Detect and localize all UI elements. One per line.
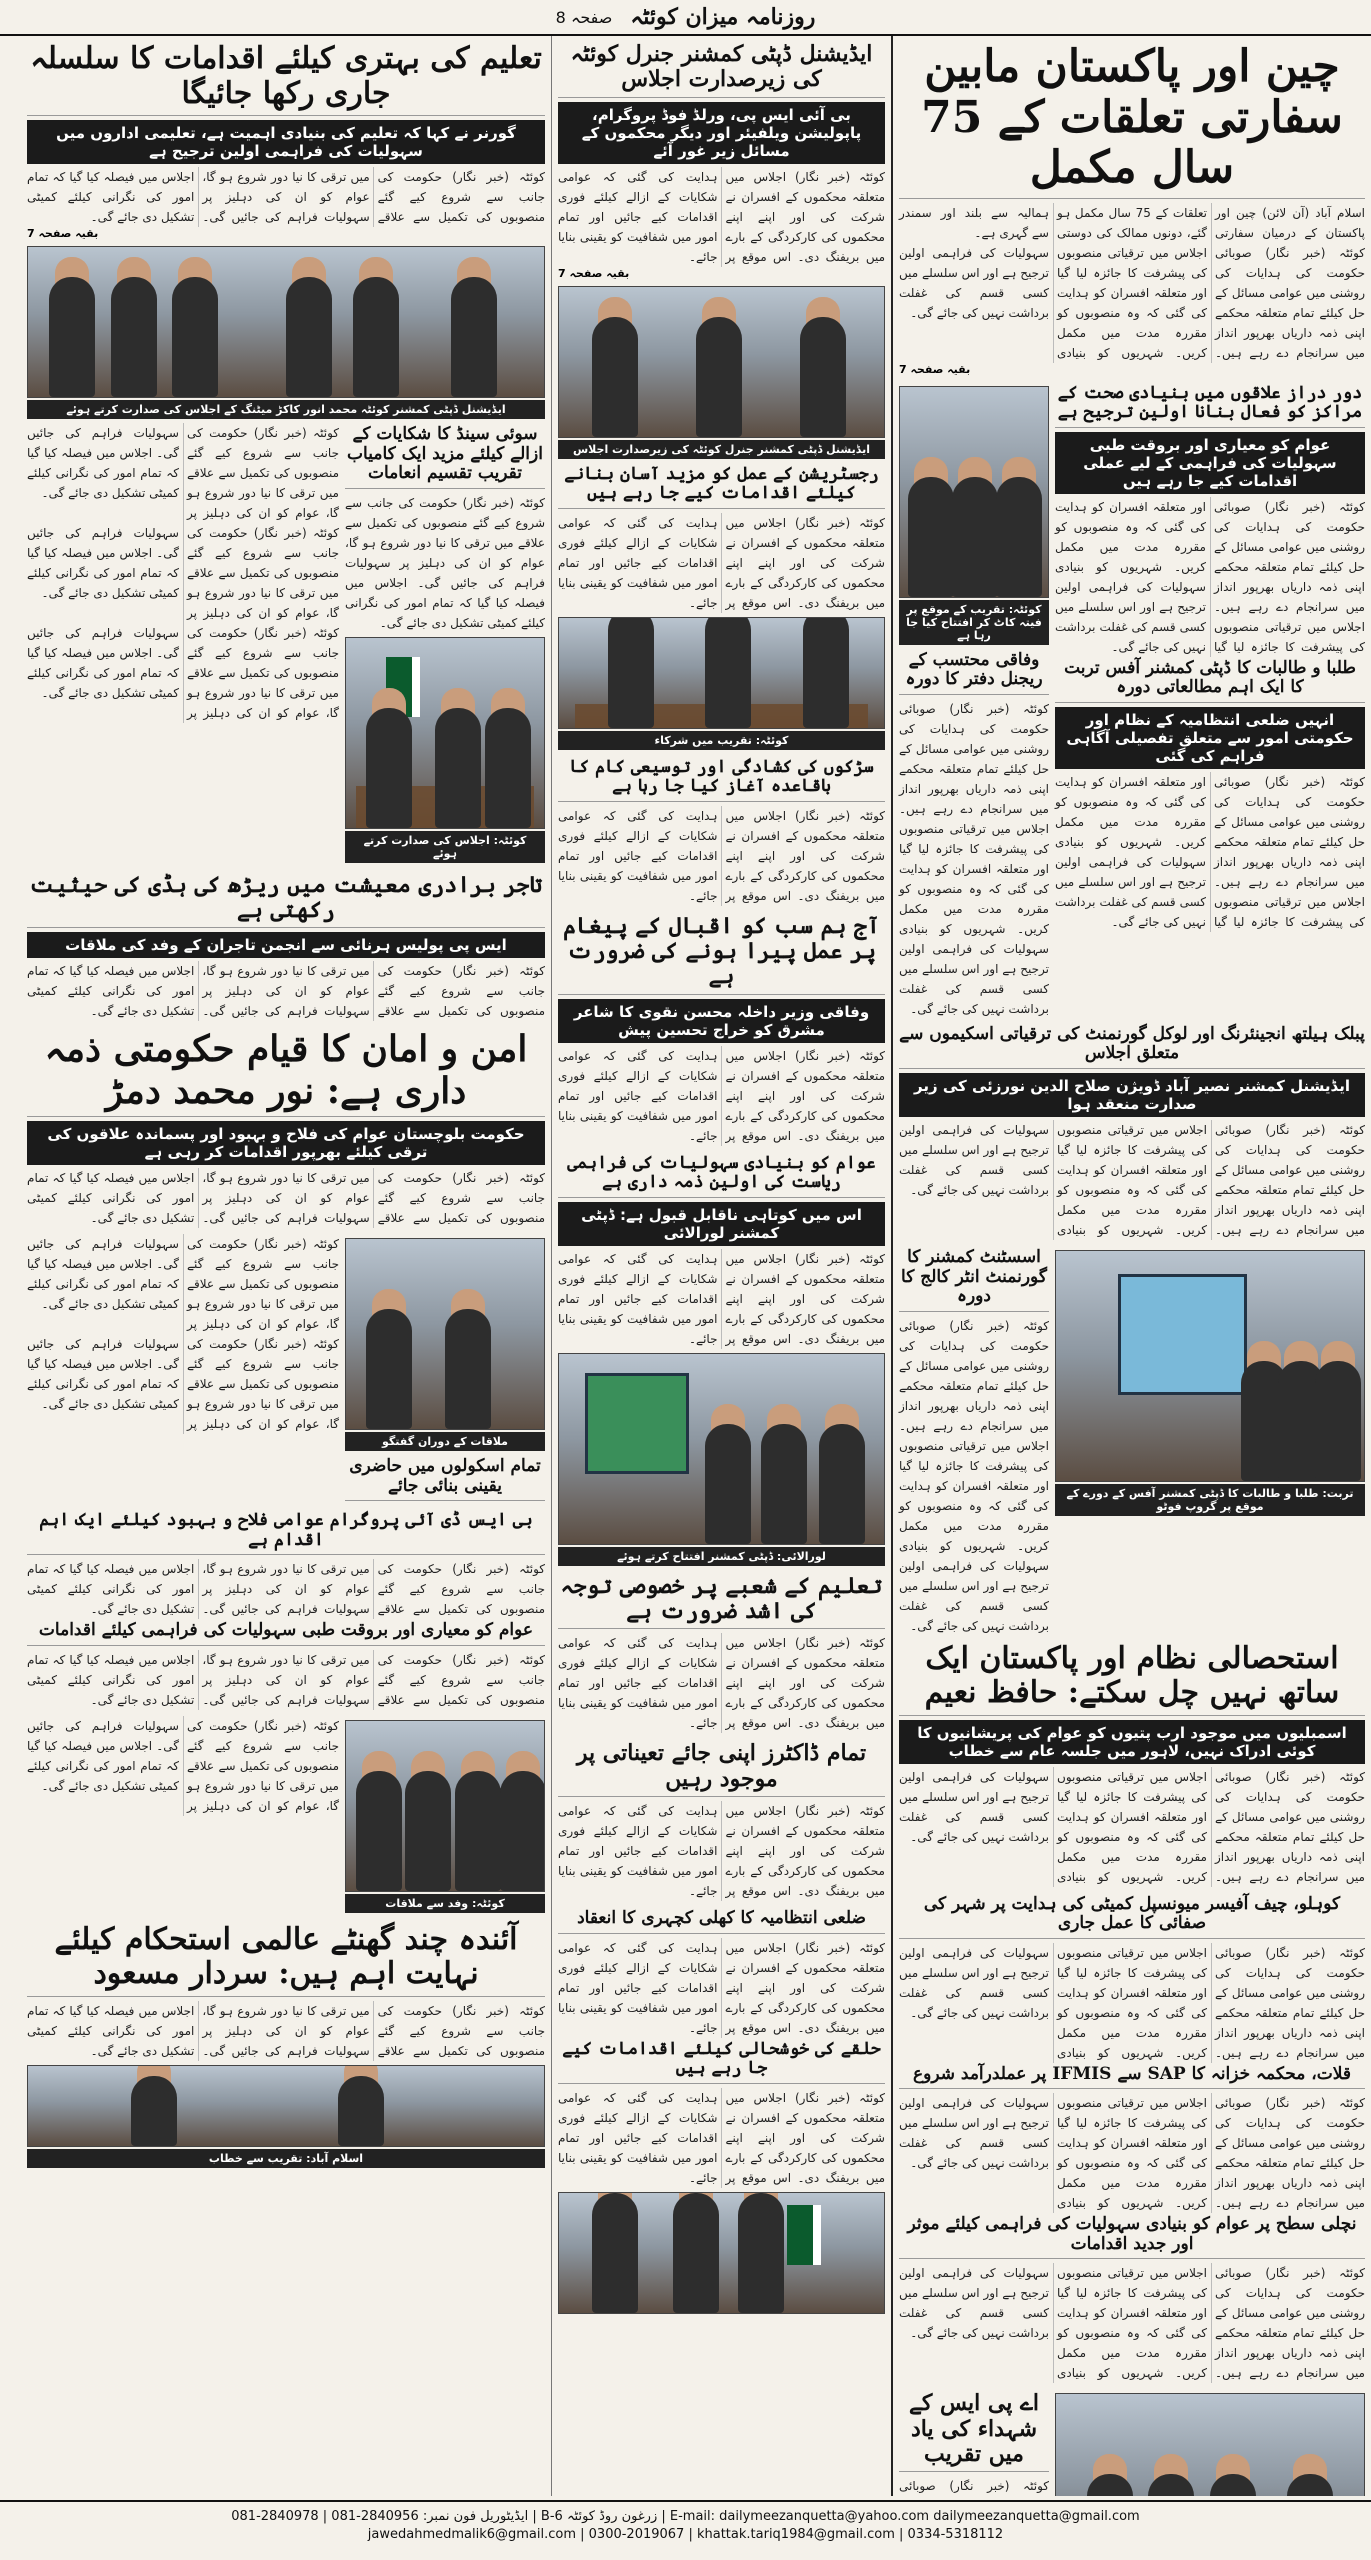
- footer-line: 081-2840978 | 081-2840956 :ایڈیٹوریل فون نمبر | B-6 زرغون روڈ کوئٹہ | E-mail: dailymeezanquetta@yahoo.com dailymeezanquetta@gmail.com: [231, 2509, 1140, 2524]
- headline: عوام کو معیاری اور بروقت طبی سہولیات کی فراہمی کیلئے اقدامات: [27, 1619, 545, 1646]
- headline: رجسٹریشن کے عمل کو مزید آسان بنانے کیلئے اقدامات کیے جا رہے ہیں: [558, 463, 885, 509]
- photo-caption: کوئٹہ: تقریب کے موقع پر فیتہ کاٹ کر افتتاح کیا جا رہا ہے: [899, 600, 1049, 645]
- story-body: کوئٹہ (خبر نگار) اجلاس میں متعلقہ محکموں کے افسران نے شرکت کی اور اپنے اپنے محکموں کی کارکردگی کے بارے میں بریفنگ دی۔ اس موقع پر ہدایت کی گئی کہ عوامی شکایات کے ازالے کیلئے فوری اقدامات کیے جائیں اور تمام امور میں شفافیت کو یقینی بنایا جائے۔: [558, 808, 885, 903]
- story-body: کوئٹہ (خبر نگار) اجلاس میں متعلقہ محکموں کے افسران نے شرکت کی اور اپنے اپنے محکموں کی کارکردگی کے بارے میں بریفنگ دی۔ اس موقع پر ہدایت کی گئی کہ عوامی شکایات کے ازالے کیلئے فوری اقدامات کیے جائیں اور تمام امور میں شفافیت کو یقینی بنایا جائے۔: [558, 169, 885, 264]
- story-body: کوئٹہ (خبر نگار) حکومت کی جانب سے شروع کیے گئے منصوبوں کی تکمیل سے علاقے میں ترقی کا نیا دور شروع ہو گا، عوام کو ان کی دہلیز پر سہولیات فراہم کی جائیں گی۔ اجلاس میں فیصلہ کیا گیا کہ تمام امور کی نگرانی کیلئے کمیٹی تشکیل دی جائے گی۔: [27, 1171, 545, 1226]
- story-body: کوئٹہ (خبر نگار) صوبائی حکومت کی ہدایات کی روشنی میں عوامی مسائل کے حل کیلئے تمام متعلقہ محکمے اپنی ذمہ داریاں بھرپور انداز میں سرانجام دے رہے ہیں۔ اجلاس میں ترقیاتی منصوبوں کی پیشرفت کا جائزہ لیا گیا اور متعلقہ افسران کو ہدایت کی گئی کہ وہ منصوبوں کو مقررہ مدت میں مکمل کریں۔ شہریوں کو بنیادی سہولیات کی فراہمی اولین ترجیح ہے اور اس سلسلے میں کسی قسم کی غفلت برداشت نہیں کی جائے گی۔: [899, 2266, 1365, 2381]
- headline: تمام اسکولوں میں حاضری یقینی بنائی جائے: [345, 1455, 545, 1501]
- photo-caption: کوئٹہ: وفد سے ملاقات: [345, 1894, 545, 1913]
- photo-office-meeting: [345, 1238, 545, 1430]
- story-body: کوئٹہ (خبر نگار) اجلاس میں متعلقہ محکموں کے افسران نے شرکت کی اور اپنے اپنے محکموں کی کارکردگی کے بارے میں بریفنگ دی۔ اس موقع پر ہدایت کی گئی کہ عوامی شکایات کے ازالے کیلئے فوری اقدامات کیے جائیں اور تمام امور میں شفافیت کو یقینی بنایا جائے۔: [558, 1251, 885, 1346]
- headline: تاجر برادری معیشت میں ریڑھ کی ہڈی کی حیثیت رکھتی ہے: [27, 871, 545, 929]
- story-body: کوئٹہ (خبر نگار) صوبائی حکومت کی ہدایات کی روشنی میں عوامی مسائل کے حل کیلئے تمام متعلقہ محکمے اپنی ذمہ داریاں بھرپور انداز میں سرانجام دے رہے ہیں۔ اجلاس میں ترقیاتی منصوبوں کی پیشرفت کا جائزہ لیا گیا اور متعلقہ افسران کو ہدایت کی گئی کہ وہ منصوبوں کو مقررہ مدت میں مکمل کریں۔ شہریوں کو بنیادی سہولیات کی فراہمی اولین ترجیح ہے اور اس سلسلے میں کسی قسم کی غفلت برداشت نہیں کی جائے گی۔: [1055, 499, 1365, 654]
- continued-label: بقیہ صفحہ 7: [558, 266, 630, 280]
- photo-caption: لورالائی: ڈپٹی کمشنر افتتاح کرتے ہوئے: [558, 1547, 885, 1566]
- column-left: [21, 36, 551, 2496]
- headline: ضلعی انتظامیہ کا کھلی کچہری کا انعقاد: [558, 1907, 885, 1934]
- story-body: کوئٹہ (خبر نگار) حکومت کی جانب سے شروع کیے گئے منصوبوں کی تکمیل سے علاقے میں ترقی کا نیا دور شروع ہو گا، عوام کو ان کی دہلیز پر سہولیات فراہم کی جائیں گی۔ اجلاس میں فیصلہ کیا گیا کہ تمام امور کی نگرانی کیلئے کمیٹی تشکیل دی جائے گی۔: [27, 1237, 339, 1332]
- story-body: کوئٹہ (خبر نگار) اجلاس میں متعلقہ محکموں کے افسران نے شرکت کی اور اپنے اپنے محکموں کی کارکردگی کے بارے میں بریفنگ دی۔ اس موقع پر ہدایت کی گئی کہ عوامی شکایات کے ازالے کیلئے فوری اقدامات کیے جائیں اور تمام امور میں شفافیت کو یقینی بنایا جائے۔: [558, 1940, 885, 2035]
- headline: سوئی سینڈ کا شکایات کے ازالے کیلئے مزید ایک کامیاب تقریب تقسیم انعامات: [345, 423, 545, 489]
- story-kachehri: [558, 1907, 885, 2314]
- headline: چین اور پاکستان مابین سفارتی تعلقات کے 75 سال مکمل: [899, 40, 1365, 199]
- story-body: کوئٹہ (خبر نگار) اجلاس میں متعلقہ محکموں کے افسران نے شرکت کی اور اپنے اپنے محکموں کی کارکردگی کے بارے میں بریفنگ دی۔ اس موقع پر ہدایت کی گئی کہ عوامی شکایات کے ازالے کیلئے فوری اقدامات کیے جائیں اور تمام امور میں شفافیت کو یقینی بنایا جائے۔: [558, 2090, 885, 2185]
- story-body: کوئٹہ (خبر نگار) حکومت کی جانب سے شروع کیے گئے منصوبوں کی تکمیل سے علاقے میں ترقی کا نیا دور شروع ہو گا، عوام کو ان کی دہلیز پر سہولیات فراہم کی جائیں گی۔ اجلاس میں فیصلہ کیا گیا کہ تمام امور کی نگرانی کیلئے کمیٹی تشکیل دی جائے گی۔: [27, 626, 339, 720]
- headline: عوام کو بنیادی سہولیات کی فراہمی ریاست کی اولین ذمہ داری ہے: [558, 1152, 885, 1198]
- photo-adc-anwar-kakar: [27, 246, 545, 398]
- photo-screen-event: [1055, 1250, 1365, 1482]
- headline: تمام ڈاکٹرز اپنی جائے تعیناتی پر موجود رہیں: [558, 1739, 885, 1797]
- side-headline: اسسٹنٹ کمشنر کا گورنمنٹ انٹر کالج کا دورہ: [899, 1246, 1049, 1312]
- story-roads: [558, 756, 885, 906]
- headline: پبلک ہیلتھ انجینئرنگ اور لوکل گورنمنٹ کی ترقیاتی اسکیموں سے متعلق اجلاس: [899, 1023, 1365, 1069]
- subheadline: بی آئی ایس پی، ورلڈ فوڈ پروگرام، پاپولیشن ویلفیئر اور دیگر محکموں کے مسائل زیر غور آئے: [558, 102, 885, 164]
- headline: آئندہ چند گھنٹے عالمی استحکام کیلئے نہایت اہم ہیں: سردار مسعود: [27, 1921, 545, 1997]
- story-body: کوئٹہ (خبر نگار) اجلاس میں متعلقہ محکموں کے افسران نے شرکت کی اور اپنے اپنے محکموں کی کارکردگی کے بارے میں بریفنگ دی۔ اس موقع پر ہدایت کی گئی کہ عوامی شکایات کے ازالے کیلئے فوری اقدامات کیے جائیں اور تمام امور میں شفافیت کو یقینی بنایا جائے۔: [558, 1803, 885, 1898]
- story-body: کوئٹہ (خبر نگار) حکومت کی جانب سے شروع کیے گئے منصوبوں کی تکمیل سے علاقے میں ترقی کا نیا دور شروع ہو گا، عوام کو ان کی دہلیز پر سہولیات فراہم کی جائیں گی۔ اجلاس میں فیصلہ کیا گیا کہ تمام امور کی نگرانی کیلئے کمیٹی تشکیل دی جائے گی۔: [27, 426, 339, 520]
- story-body: کوئٹہ (خبر نگار) حکومت کی جانب سے شروع کیے گئے منصوبوں کی تکمیل سے علاقے میں ترقی کا نیا دور شروع ہو گا، عوام کو ان کی دہلیز پر سہولیات فراہم کی جائیں گی۔ اجلاس میں فیصلہ کیا گیا کہ تمام امور کی نگرانی کیلئے کمیٹی تشکیل دی جائے گی۔: [27, 1337, 339, 1432]
- story-body: کوئٹہ (خبر نگار) حکومت کی جانب سے شروع کیے گئے منصوبوں کی تکمیل سے علاقے میں ترقی کا نیا دور شروع ہو گا، عوام کو ان کی دہلیز پر سہولیات فراہم کی جائیں گی۔ اجلاس میں فیصلہ کیا گیا کہ تمام امور کی نگرانی کیلئے کمیٹی تشکیل دی جائے گی۔: [27, 1562, 545, 1617]
- story-body: کوئٹہ (خبر نگار) حکومت کی جانب سے شروع کیے گئے منصوبوں کی تکمیل سے علاقے میں ترقی کا نیا دور شروع ہو گا، عوام کو ان کی دہلیز پر سہولیات فراہم کی جائیں گی۔ اجلاس میں فیصلہ کیا گیا کہ تمام امور کی نگرانی کیلئے کمیٹی تشکیل دی جائے گی۔: [27, 526, 339, 620]
- story-body: کوئٹہ (خبر نگار) صوبائی حکومت کی ہدایات کی روشنی میں عوامی مسائل کے حل کیلئے تمام متعلقہ محکمے اپنی ذمہ داریاں بھرپور انداز میں سرانجام دے رہے ہیں۔ اجلاس میں ترقیاتی منصوبوں کی پیشرفت کا جائزہ لیا گیا اور متعلقہ افسران کو ہدایت کی گئی کہ وہ منصوبوں کو مقررہ مدت میں مکمل کریں۔ شہریوں کو بنیادی سہولیات کی فراہمی اولین ترجیح ہے اور اس سلسلے میں کسی قسم کی غفلت برداشت نہیں کی جائے گی۔: [899, 245, 1365, 360]
- photo-caption: تربت: طلبا و طالبات کا ڈپٹی کمشنر آفس کے دورے کے موقع پر گروپ فوٹو: [1055, 1484, 1365, 1516]
- headline: استحصالی نظام اور پاکستان ایک ساتھ نہیں چل سکتے: حافظ نعیم: [899, 1640, 1365, 1716]
- row-health-photo: [899, 382, 1365, 1019]
- side-headline: وفاقی محتسب کے ریجنل دفتر کا دورہ: [899, 649, 1049, 695]
- story-iqbal: [558, 912, 885, 1146]
- column-middle: [551, 36, 891, 2496]
- subheadline: اسمبلیوں میں موجود ارب پتیوں کو عوام کی پریشانیوں کا کوئی ادراک نہیں، لاہور میں جلسہ عام سے خطاب: [899, 1720, 1365, 1764]
- row-photo-side: [899, 1246, 1365, 1636]
- headline: قلات، محکمہ خزانہ کا SAP سے IFMIS پر عملدرآمد شروع: [899, 2063, 1365, 2090]
- subheadline: وفاقی وزیر داخلہ محسن نقوی کا شاعر مشرق کو خراج تحسین پیش: [558, 999, 885, 1043]
- headline: دور دراز علاقوں میں بنیادی صحت کے مراکز کو فعال بنانا اولین ترجیح ہے: [1055, 382, 1365, 428]
- story-body: کوئٹہ (خبر نگار) اجلاس میں متعلقہ محکموں کے افسران نے شرکت کی اور اپنے اپنے محکموں کی کارکردگی کے بارے میں بریفنگ دی۔ اس موقع پر ہدایت کی گئی کہ عوامی شکایات کے ازالے کیلئے فوری اقدامات کیے جائیں اور تمام امور میں شفافیت کو یقینی بنایا جائے۔: [558, 1048, 885, 1143]
- photo-inauguration: [558, 1353, 885, 1545]
- subheadline: ایڈیشنل کمشنر نصیر آباد ڈویژن صلاح الدین نورزئی کی زیر صدارت منعقد ہوا: [899, 1073, 1365, 1117]
- story-kohlu: [899, 1893, 1365, 2384]
- continued-label: بقیہ صفحہ 7: [899, 362, 971, 376]
- footer-contact: [0, 2500, 1371, 2560]
- headline: امن و امان کا قیام حکومتی ذمہ داری ہے: نور محمد دمڑ: [27, 1027, 545, 1117]
- subheadline: انہیں ضلعی انتظامیہ کے نظام اور حکومتی امور سے متعلق تفصیلی آگاہی فراہم کی گئی: [1055, 707, 1365, 769]
- headline: سڑکوں کی کشادگی اور توسیعی کام کا باقاعدہ آغاز کیا جا رہا ہے: [558, 756, 885, 802]
- story-body: کوئٹہ (خبر نگار) صوبائی حکومت کی ہدایات کی روشنی میں عوامی مسائل کے حل کیلئے تمام متعلقہ محکمے اپنی ذمہ داریاں بھرپور انداز میں سرانجام دے رہے ہیں۔ اجلاس میں ترقیاتی منصوبوں کی پیشرفت کا جائزہ لیا گیا اور متعلقہ افسران کو ہدایت کی گئی کہ وہ منصوبوں کو مقررہ مدت میں مکمل کریں۔ شہریوں کو بنیادی سہولیات کی فراہمی اولین ترجیح ہے اور اس سلسلے میں کسی قسم کی غفلت برداشت نہیں کی جائے گی۔: [899, 1318, 1049, 1633]
- story-body: کوئٹہ (خبر نگار) صوبائی حکومت کی ہدایات کی روشنی میں عوامی مسائل کے حل کیلئے تمام متعلقہ محکمے اپنی ذمہ داریاں بھرپور انداز میں سرانجام دے رہے ہیں۔ اجلاس میں ترقیاتی منصوبوں کی پیشرفت کا جائزہ لیا گیا اور متعلقہ افسران کو ہدایت کی گئی کہ وہ منصوبوں کو مقررہ مدت میں مکمل کریں۔ شہریوں کو بنیادی سہولیات کی فراہمی اولین ترجیح ہے اور اس سلسلے میں کسی قسم کی غفلت برداشت نہیں کی جائے گی۔: [899, 1769, 1365, 1884]
- story-body: کوئٹہ (خبر نگار) صوبائی حکومت کی ہدایات کی روشنی میں عوامی مسائل کے حل کیلئے تمام متعلقہ محکمے اپنی ذمہ داریاں بھرپور انداز میں سرانجام دے رہے ہیں۔ اجلاس میں ترقیاتی منصوبوں کی پیشرفت کا جائزہ لیا گیا اور متعلقہ افسران کو ہدایت کی گئی کہ وہ منصوبوں کو مقررہ مدت میں مکمل کریں۔ شہریوں کو بنیادی سہولیات کی فراہمی اولین ترجیح ہے اور اس سلسلے میں کسی قسم کی غفلت برداشت نہیں کی جائے گی۔: [899, 1122, 1365, 1237]
- row-delegation: [27, 1716, 545, 1917]
- photo-meeting-room: [1055, 2393, 1365, 2496]
- story-body: کوئٹہ (خبر نگار) صوبائی حکومت کی ہدایات کی روشنی میں عوامی مسائل کے حل کیلئے تمام متعلقہ محکمے اپنی ذمہ داریاں بھرپور انداز میں سرانجام دے رہے ہیں۔ اجلاس میں ترقیاتی منصوبوں کی پیشرفت کا جائزہ لیا گیا اور متعلقہ افسران کو ہدایت کی گئی کہ وہ منصوبوں کو مقررہ مدت میں مکمل کریں۔ شہریوں کو بنیادی سہولیات کی فراہمی اولین ترجیح ہے اور اس سلسلے میں کسی قسم کی غفلت برداشت نہیں کی جائے گی۔: [899, 701, 1049, 1016]
- photo-hall: [558, 617, 885, 729]
- story-body: کوئٹہ (خبر نگار) اجلاس میں متعلقہ محکموں کے افسران نے شرکت کی اور اپنے اپنے محکموں کی کارکردگی کے بارے میں بریفنگ دی۔ اس موقع پر ہدایت کی گئی کہ عوامی شکایات کے ازالے کیلئے فوری اقدامات کیے جائیں اور تمام امور میں شفافیت کو یقینی بنایا جائے۔: [558, 1636, 885, 1731]
- photo-caption: ایڈیشنل ڈپٹی کمشنر کوئٹہ محمد انور کاکڑ میٹنگ کے اجلاس کی صدارت کرتے ہوئے: [27, 400, 545, 419]
- masthead: [0, 0, 1371, 36]
- story-china-pakistan: [899, 40, 1365, 376]
- photo-caption: کوئٹہ: تقریب میں شرکاء: [558, 731, 885, 750]
- story-body: کوئٹہ (خبر نگار) اجلاس میں متعلقہ محکموں کے افسران نے شرکت کی اور اپنے اپنے محکموں کی کارکردگی کے بارے میں بریفنگ دی۔ اس موقع پر ہدایت کی گئی کہ عوامی شکایات کے ازالے کیلئے فوری اقدامات کیے جائیں اور تمام امور میں شفافیت کو یقینی بنایا جائے۔: [558, 515, 885, 610]
- headline: حلقے کی خوشحالی کیلئے اقدامات کیے جا رہے ہیں: [558, 2038, 885, 2084]
- photo-caption: کوئٹہ: اجلاس کی صدارت کرتے ہوئے: [345, 831, 545, 863]
- continued-label: بقیہ صفحہ 7: [27, 227, 99, 240]
- headline: تعلیم کے شعبے پر خصوصی توجہ کی اشد ضرورت ہے: [558, 1572, 885, 1630]
- story-loralai: [558, 1152, 885, 1566]
- story-traders: [27, 871, 545, 1022]
- photo-conference: [345, 637, 545, 829]
- story-bsdi: [27, 1509, 545, 1710]
- row-meeting-photo: [899, 2389, 1365, 2496]
- story-body: کوئٹہ (خبر نگار) حکومت کی جانب سے شروع کیے گئے منصوبوں کی تکمیل سے علاقے میں ترقی کا نیا دور شروع ہو گا، عوام کو ان کی دہلیز پر سہولیات فراہم کی جائیں گی۔ اجلاس میں فیصلہ کیا گیا کہ تمام امور کی نگرانی کیلئے کمیٹی تشکیل دی جائے گی۔: [345, 495, 545, 630]
- newspaper-title: روزنامہ میزان کوئٹہ: [630, 4, 816, 30]
- headline: ایڈیشنل ڈپٹی کمشنر جنرل کوئٹہ کی زیرصدارت اجلاس: [558, 40, 885, 98]
- row-sui-southern: [27, 423, 545, 867]
- column-right: [891, 36, 1371, 2496]
- story-body: کوئٹہ (خبر نگار) حکومت کی جانب سے شروع کیے گئے منصوبوں کی تکمیل سے علاقے میں ترقی کا نیا دور شروع ہو گا، عوام کو ان کی دہلیز پر سہولیات فراہم کی جائیں گی۔ اجلاس میں فیصلہ کیا گیا کہ تمام امور کی نگرانی کیلئے کمیٹی تشکیل دی جائے گی۔: [27, 964, 545, 1019]
- side-headline: اے پی ایس کے شہداء کی یاد میں تقریب: [899, 2389, 1049, 2472]
- photo-delegation: [345, 1720, 545, 1892]
- story-education: [558, 1572, 885, 1734]
- subheadline: ایس پی پولیس ہرنائی سے انجمن تاجران کے وفد کی ملاقات: [27, 932, 545, 958]
- story-phe-meeting: [899, 1023, 1365, 1240]
- photo-caption: ملاقات کے دوران گفتگو: [345, 1432, 545, 1451]
- story-registration: [558, 463, 885, 750]
- headline: طلبا و طالبات کا ڈپٹی کمشنر آفس تربت کا ایک اہم مطالعاتی دورہ: [1055, 657, 1365, 703]
- headline: بی ایس ڈی آئی پروگرام عوامی فلاح و بہبود کیلئے ایک اہم اقدام ہے: [27, 1509, 545, 1555]
- row-meeting-left: [27, 1234, 545, 1505]
- story-body: کوئٹہ (خبر نگار) صوبائی حکومت کی ہدایات کی روشنی میں عوامی مسائل کے حل کیلئے تمام متعلقہ محکمے اپنی ذمہ داریاں بھرپور انداز میں سرانجام دے رہے ہیں۔ اجلاس میں ترقیاتی منصوبوں کی پیشرفت کا جائزہ لیا گیا اور متعلقہ افسران کو ہدایت کی گئی کہ وہ منصوبوں کو مقررہ مدت میں مکمل کریں۔ شہریوں کو بنیادی سہولیات کی فراہمی اولین ترجیح ہے اور اس سلسلے میں کسی قسم کی غفلت برداشت نہیں کی جائے گی۔: [899, 2096, 1365, 2211]
- headline: نچلی سطح پر عوام کو بنیادی سہولیات کی فراہمی کیلئے موثر اور جدید اقدامات: [899, 2213, 1365, 2259]
- story-hafiz-naeem: [899, 1640, 1365, 1887]
- photo-meeting-bottom: [558, 2192, 885, 2314]
- page-number: صفحہ 8: [555, 7, 613, 27]
- headline: کوہلو، چیف آفیسر میونسپل کمیٹی کی ہدایت پر شہر کی صفائی کا عمل جاری: [899, 1893, 1365, 1939]
- story-body: کوئٹہ (خبر نگار) حکومت کی جانب سے شروع کیے گئے منصوبوں کی تکمیل سے علاقے میں ترقی کا نیا دور شروع ہو گا، عوام کو ان کی دہلیز پر سہولیات فراہم کی جائیں گی۔ اجلاس میں فیصلہ کیا گیا کہ تمام امور کی نگرانی کیلئے کمیٹی تشکیل دی جائے گی۔: [27, 170, 545, 224]
- photo-caption: اسلام آباد: تقریب سے خطاب: [27, 2149, 545, 2168]
- photo-ribbon-block: [899, 382, 1049, 1019]
- photo-adc-meeting: [558, 286, 885, 438]
- story-body: اسلام آباد (آن لائن) چین اور پاکستان کے درمیان سفارتی تعلقات کے 75 سال مکمل ہو گئے، دونوں ممالک کی دوستی ہمالیہ سے بلند اور سمندر سے گہری ہے۔: [899, 205, 1365, 240]
- story-adc-meeting: [558, 40, 885, 280]
- subheadline: عوام کو معیاری اور بروقت طبی سہولیات کی فراہمی کے لیے عملی اقدامات کیے جا رہے ہیں: [1055, 432, 1365, 494]
- story-noor-muhammad: [27, 1027, 545, 1228]
- subheadline: گورنر نے کہا کہ تعلیم کی بنیادی اہمیت ہے، تعلیمی اداروں میں سہولیات کی فراہمی اولین ترجیح ہے: [27, 120, 545, 164]
- photo-caption: ایڈیشنل ڈپٹی کمشنر جنرل کوئٹہ کی زیرصدارت اجلاس: [558, 440, 885, 459]
- story-body: کوئٹہ (خبر نگار) صوبائی حکومت کی ہدایات کی روشنی میں عوامی مسائل کے حل کیلئے تمام متعلقہ محکمے اپنی ذمہ داریاں بھرپور انداز میں سرانجام دے رہے ہیں۔ اجلاس میں ترقیاتی منصوبوں کی پیشرفت کا جائزہ لیا گیا اور متعلقہ افسران کو ہدایت کی گئی کہ وہ منصوبوں کو مقررہ مدت میں مکمل کریں۔ شہریوں کو بنیادی سہولیات کی فراہمی اولین ترجیح ہے اور اس سلسلے میں کسی قسم کی غفلت برداشت نہیں کی جائے گی۔: [899, 1945, 1365, 2060]
- headline: تعلیم کی بہتری کیلئے اقدامات کا سلسلہ جاری رکھا جائیگا: [27, 40, 545, 116]
- headline: آج ہم سب کو اقبال کے پیغام پر عمل پیرا ہونے کی ضرورت ہے: [558, 912, 885, 995]
- story-body: کوئٹہ (خبر نگار) صوبائی: [899, 2479, 1049, 2494]
- story-body: کوئٹہ (خبر نگار) حکومت کی جانب سے شروع کیے گئے منصوبوں کی تکمیل سے علاقے میں ترقی کا نیا دور شروع ہو گا، عوام کو ان کی دہلیز پر سہولیات فراہم کی جائیں گی۔ اجلاس میں فیصلہ کیا گیا کہ تمام امور کی نگرانی کیلئے کمیٹی تشکیل دی جائے گی۔: [27, 2003, 545, 2058]
- footer-line: jawedahmedmalik6@gmail.com | 0300-2019067 | khattak.tariq1984@gmail.com | 0334-5318112: [367, 2527, 1004, 2542]
- story-sardar-masood: [27, 1921, 545, 2168]
- story-body: کوئٹہ (خبر نگار) حکومت کی جانب سے شروع کیے گئے منصوبوں کی تکمیل سے علاقے میں ترقی کا نیا دور شروع ہو گا، عوام کو ان کی دہلیز پر سہولیات فراہم کی جائیں گی۔ اجلاس میں فیصلہ کیا گیا کہ تمام امور کی نگرانی کیلئے کمیٹی تشکیل دی جائے گی۔: [27, 1652, 545, 1707]
- photo-ribbon-cutting: [899, 386, 1049, 598]
- photo-address: [27, 2065, 545, 2147]
- subheadline: حکومت بلوچستان عوام کی فلاح و بہبود اور پسماندہ علاقوں کی ترقی کیلئے بھرپور اقدامات کر رہی ہے: [27, 1121, 545, 1165]
- story-body: کوئٹہ (خبر نگار) صوبائی حکومت کی ہدایات کی روشنی میں عوامی مسائل کے حل کیلئے تمام متعلقہ محکمے اپنی ذمہ داریاں بھرپور انداز میں سرانجام دے رہے ہیں۔ اجلاس میں ترقیاتی منصوبوں کی پیشرفت کا جائزہ لیا گیا اور متعلقہ افسران کو ہدایت کی گئی کہ وہ منصوبوں کو مقررہ مدت میں مکمل کریں۔ شہریوں کو بنیادی سہولیات کی فراہمی اولین ترجیح ہے اور اس سلسلے میں کسی قسم کی غفلت برداشت نہیں کی جائے گی۔: [1055, 774, 1365, 929]
- story-health: [1055, 382, 1365, 1019]
- story-doctors: [558, 1739, 885, 1901]
- subheadline: اس میں کوتاہی ناقابل قبول ہے: ڈپٹی کمشنر لورالائی: [558, 1202, 885, 1246]
- story-body: کوئٹہ (خبر نگار) حکومت کی جانب سے شروع کیے گئے منصوبوں کی تکمیل سے علاقے میں ترقی کا نیا دور شروع ہو گا، عوام کو ان کی دہلیز پر سہولیات فراہم کی جائیں گی۔ اجلاس میں فیصلہ کیا گیا کہ تمام امور کی نگرانی کیلئے کمیٹی تشکیل دی جائے گی۔: [27, 1718, 339, 1813]
- story-education-governor: [27, 40, 545, 240]
